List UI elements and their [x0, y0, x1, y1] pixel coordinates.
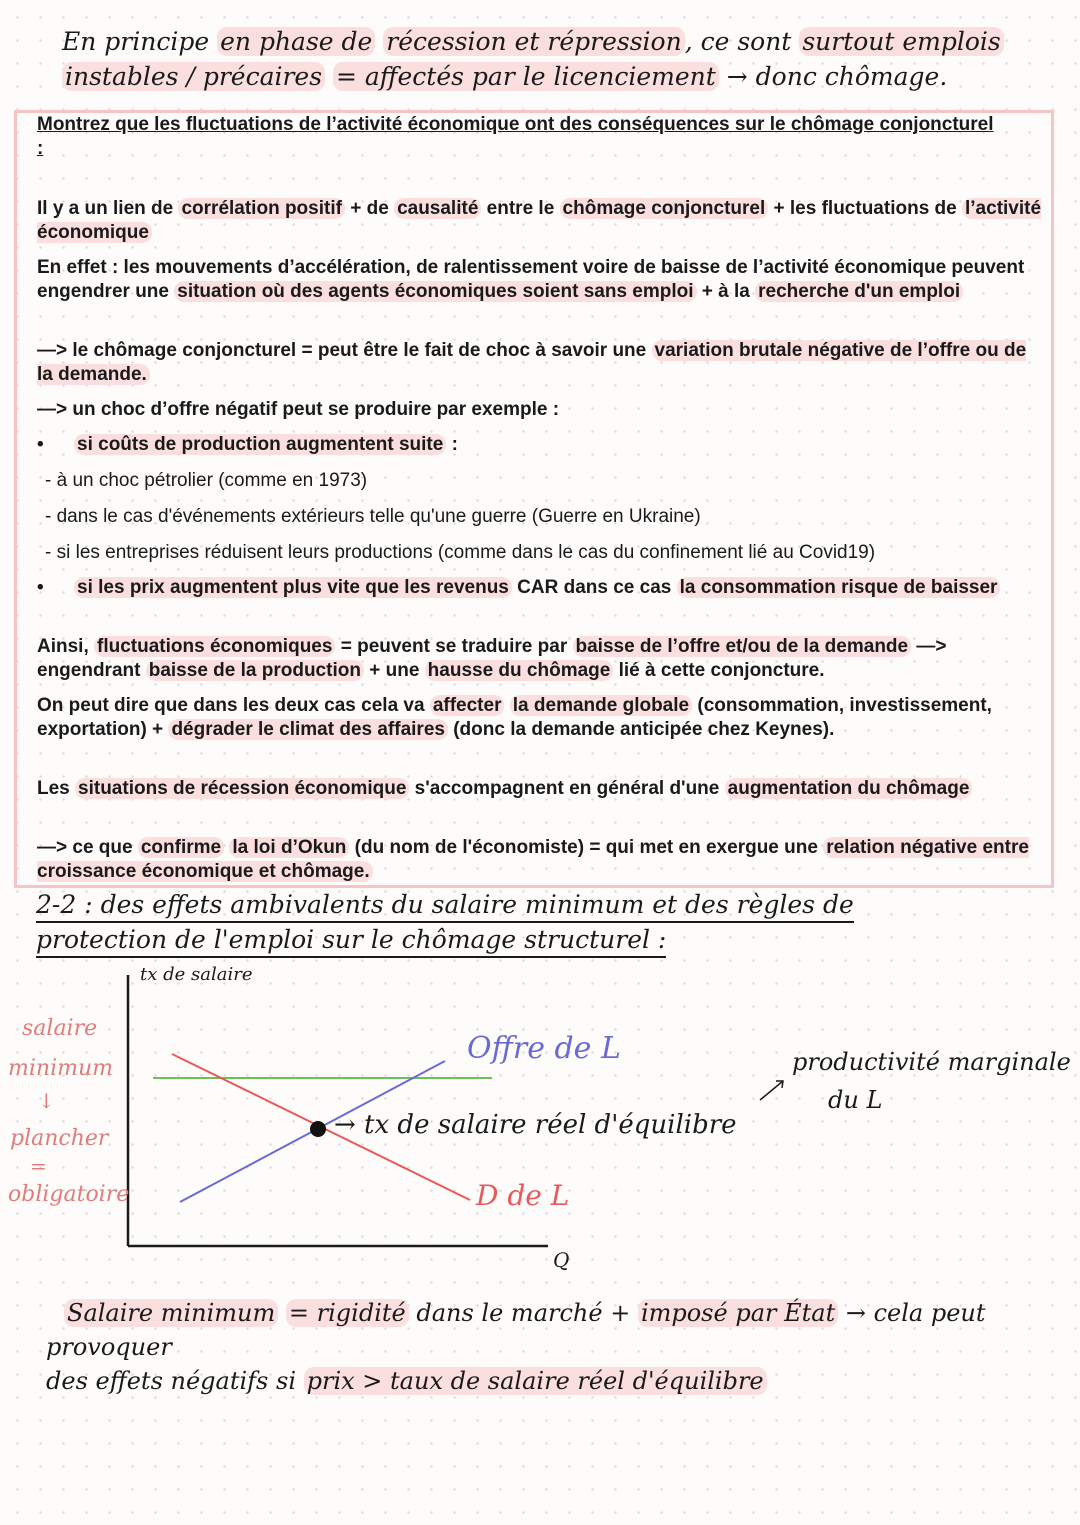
text: Les [37, 778, 76, 799]
bullet-dot: • [37, 434, 44, 455]
left-label-equals: = [30, 1154, 47, 1178]
bullet-prix [74, 576, 1034, 600]
left-label-obligatoire: obligatoire [8, 1182, 130, 1207]
text: = peuvent se traduire par [335, 636, 573, 657]
text: + de [344, 198, 395, 219]
paragraph-choc [37, 339, 1042, 387]
highlight: fluctuations économiques [94, 636, 335, 657]
paragraph-deux-cas [37, 694, 1042, 742]
bullet-dot: • [37, 577, 44, 598]
paragraph-choc-offre: —> un choc d’offre négatif peut se produire par exemple : [37, 399, 560, 420]
text: + une [363, 660, 425, 681]
left-label-minimum: minimum [8, 1056, 113, 1081]
sub-covid: - si les entreprises réduisent leurs productions (comme dans le cas du confinement lié au Covid19) [45, 542, 876, 563]
question-title: Montrez que les fluctuations de l’activité économique ont des conséquences sur le chômage conjoncturel : [37, 114, 994, 159]
labor-market-chart [0, 955, 1080, 1275]
demand-label: D de L [476, 1179, 570, 1212]
handwritten-intro-note [62, 24, 1022, 94]
paragraph-ainsi [37, 635, 1042, 683]
highlight: la demande globale [510, 695, 692, 716]
section-title [36, 888, 1036, 958]
highlight: hausse du chômage [425, 660, 614, 681]
text: entre le [481, 198, 560, 219]
section-title-line-1: 2-2 : des effets ambivalents du salaire minimum et des règles de [36, 888, 854, 923]
text: En effet : les mouvements d’accélération, de ralentissement voire de baisse de l’activité économique peuvent engendrer une [37, 257, 1025, 302]
bottom-text: → cela peut provoquer [46, 1299, 986, 1361]
productivity-label-2: du L [828, 1086, 883, 1114]
text: : [446, 434, 458, 455]
text [504, 695, 509, 716]
highlight: relation négative entre croissance économique et chômage. [37, 837, 1029, 882]
highlight: situations de récession économique [75, 778, 409, 799]
highlight: baisse de la production [146, 660, 364, 681]
highlight: variation brutale négative de l’offre ou de la demande. [37, 340, 1027, 385]
bottom-line-2 [46, 1364, 1076, 1398]
highlight: la consommation risque de baisser [677, 577, 1001, 598]
highlight: baisse de l’offre et/ou de la demande [573, 636, 912, 657]
bottom-highlight: = rigidité [286, 1299, 409, 1327]
intro-highlight: surtout emplois [799, 27, 1003, 56]
intro-highlight: récession et répression [383, 27, 684, 56]
sub-guerre: - dans le cas d'événements extérieurs telle qu'une guerre (Guerre en Ukraine) [45, 506, 701, 527]
y-axis-label: tx de salaire [140, 964, 253, 985]
bottom-text: des effets négatifs [46, 1367, 269, 1395]
bottom-highlight: imposé par État [638, 1299, 838, 1327]
supply-label: Offre de L [467, 1031, 621, 1066]
text: —> le chômage conjoncturel = peut être le fait de choc à savoir une [37, 340, 652, 361]
highlight: confirme [138, 837, 224, 858]
text: + à la [696, 281, 756, 302]
intro-line-1 [62, 24, 1022, 59]
left-label-salaire: salaire [22, 1016, 98, 1041]
paragraph-en-effet [37, 256, 1042, 304]
intro-text: → donc chômage. [726, 62, 948, 91]
equilibrium-point [310, 1121, 326, 1137]
highlight: l’activité économique [37, 198, 1042, 243]
paragraph-okun [37, 836, 1042, 884]
bottom-text: si [268, 1367, 304, 1395]
section-title-line-2: protection de l'emploi sur le chômage structurel : [36, 923, 666, 958]
text: —> engendrant [37, 636, 947, 681]
paragraph-correlation [37, 197, 1042, 245]
text: + les fluctuations de [768, 198, 962, 219]
sub-choc-petrolier: - à un choc pétrolier (comme en 1973) [45, 470, 368, 491]
text: (consommation, investissement, exportation) + [37, 695, 992, 740]
intro-highlight: = affectés par le licenciement [333, 62, 719, 91]
highlight: si les prix augmentent plus vite que les revenus [74, 577, 512, 598]
text: (donc la demande anticipée chez Keynes). [447, 719, 835, 740]
intro-highlight: instables / précaires [62, 62, 325, 91]
paragraph-recession [37, 777, 1042, 801]
bottom-highlight: Salaire minimum [64, 1299, 278, 1327]
highlight: chômage conjoncturel [560, 198, 769, 219]
bottom-highlight: prix > taux de salaire réel d'équilibre [304, 1367, 767, 1395]
highlight: corrélation positif [178, 198, 344, 219]
text: s'accompagnent en général d'une [409, 778, 725, 799]
highlight: si coûts de production augmentent suite [74, 434, 446, 455]
text: lié à cette conjoncture. [613, 660, 825, 681]
text: —> ce que [37, 837, 138, 858]
highlight: affecter [430, 695, 505, 716]
handwritten-bottom-note [46, 1296, 1076, 1398]
x-axis-label: Q [553, 1248, 570, 1272]
text: (du nom de l'économiste) = qui met en exergue une [349, 837, 824, 858]
highlight: situation où des agents économiques soient sans emploi [174, 281, 696, 302]
text: Ainsi, [37, 636, 95, 657]
highlight: recherche d'un emploi [755, 281, 963, 302]
intro-line-2 [62, 59, 1022, 94]
text: On peut dire que dans les deux cas cela va [37, 695, 430, 716]
text: CAR dans ce cas [511, 577, 677, 598]
intro-text: En principe [62, 27, 210, 56]
left-label-arrow: ↓ [38, 1089, 55, 1113]
highlight: dégrader le climat des affaires [168, 719, 448, 740]
bullet-couts [74, 433, 1034, 457]
bottom-line-1 [46, 1296, 1076, 1364]
productivity-label-1: productivité marginale [792, 1048, 1071, 1076]
equilibrium-label: → tx de salaire réel d'équilibre [334, 1110, 737, 1140]
intro-text: , ce sont [684, 27, 792, 56]
left-label-plancher: plancher [10, 1126, 109, 1151]
question-box [14, 110, 1054, 888]
highlight: causalité [394, 198, 481, 219]
intro-highlight: en phase de [217, 27, 375, 56]
arrow-icon [760, 1081, 783, 1100]
highlight: augmentation du chômage [725, 778, 973, 799]
text: Il y a un lien de [37, 198, 179, 219]
bottom-text: dans le marché + [408, 1299, 638, 1327]
highlight: la loi d’Okun [229, 837, 349, 858]
